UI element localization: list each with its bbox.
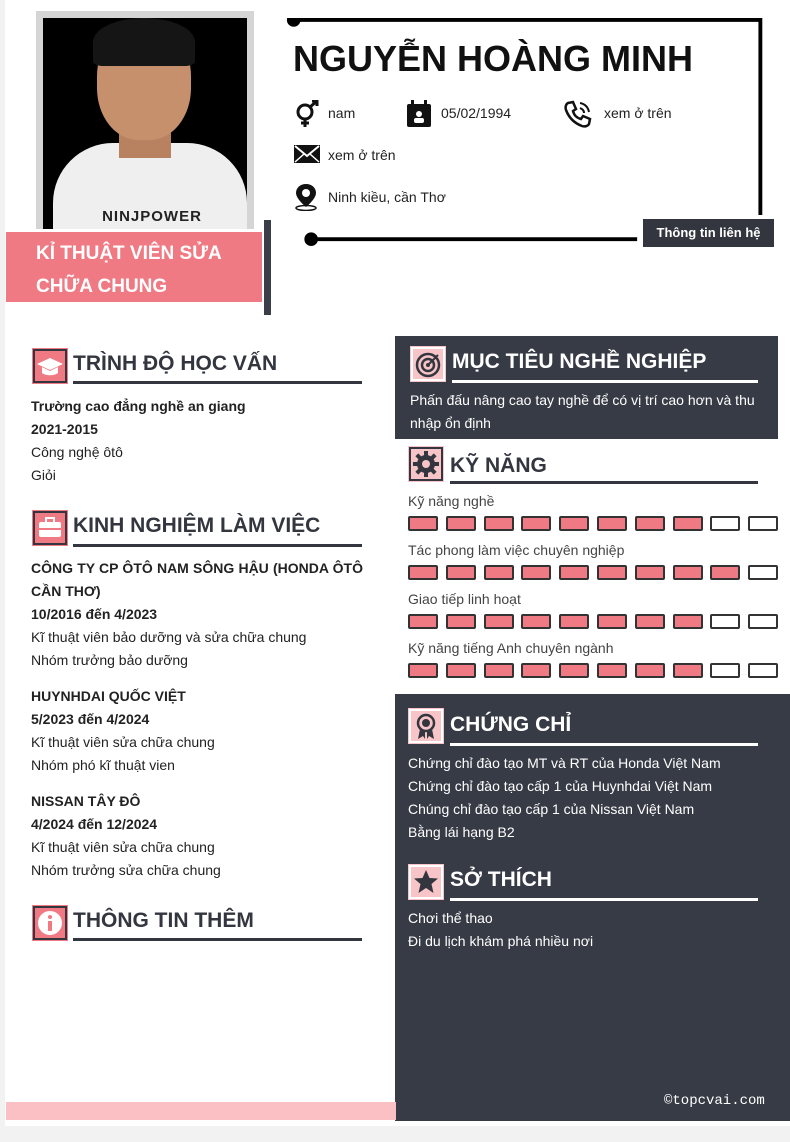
education-years: 2021-2015 (31, 421, 98, 437)
gender-icon (293, 100, 321, 128)
cv-page (5, 0, 790, 1126)
skill-level-filled (484, 663, 514, 678)
education-title: TRÌNH ĐỘ HỌC VẤN (73, 352, 278, 375)
skill-level-filled (446, 516, 476, 531)
job-title-accent-bar (264, 220, 271, 315)
watermark: ©topcvai.com (664, 1093, 765, 1109)
experience-title: KINH NGHIỆM LÀM VIỆC (73, 514, 321, 537)
hobby-item: Chơi thể thao (408, 910, 493, 926)
email-icon (293, 143, 321, 165)
skill-level-filled (559, 565, 589, 580)
hobbies-title: SỞ THÍCH (450, 868, 552, 891)
job-entry-1 (31, 557, 363, 672)
hobbies-list (408, 907, 778, 953)
skill-level-filled (710, 565, 740, 580)
skill-level-empty (710, 614, 740, 629)
skill-level-filled (484, 565, 514, 580)
skill-level-filled (521, 565, 551, 580)
skill-label: Kỹ năng nghề (408, 493, 495, 509)
skill-level-filled (446, 663, 476, 678)
skill-label: Tác phong làm việc chuyên nghiệp (408, 542, 625, 558)
skill-label: Giao tiếp linh hoạt (408, 591, 521, 607)
skill-level-filled (559, 614, 589, 629)
more-info-title: THÔNG TIN THÊM (73, 909, 254, 932)
job-role: Kĩ thuật viên sửa chữa chung (31, 734, 215, 750)
gear-icon (408, 446, 444, 482)
address-value: Ninh kiều, cần Thơ (328, 189, 446, 205)
skill-level-filled (408, 614, 438, 629)
skill-level-filled (521, 516, 551, 531)
skill-level-filled (559, 663, 589, 678)
skill-level-filled (408, 565, 438, 580)
skill-level-empty (748, 516, 778, 531)
job-entry-3 (31, 790, 363, 882)
hobby-item: Đi du lịch khám phá nhiều nơi (408, 933, 594, 949)
skill-level-filled (635, 565, 665, 580)
job-team: Nhóm trưởng sửa chữa chung (31, 862, 221, 878)
birthday-value: 05/02/1994 (441, 105, 512, 121)
skills-title: KỸ NĂNG (450, 454, 547, 477)
job-title-box (6, 232, 262, 302)
phone-icon (564, 100, 592, 128)
calendar-icon (406, 100, 432, 128)
skill-label: Kỹ năng tiếng Anh chuyên ngành (408, 640, 614, 656)
education-major: Công nghệ ôtô (31, 444, 123, 460)
skill-level-filled (446, 614, 476, 629)
location-pin-icon (293, 183, 319, 211)
skill-level-filled (521, 663, 551, 678)
certificate-item: Chúng chỉ đào tạo cấp 1 của Nissan Việt Nam (408, 801, 695, 817)
job-team: Nhóm trưởng bảo dưỡng (31, 652, 188, 668)
job-company: CÔNG TY CP ÔTÔ NAM SÔNG HẬU (HONDA ÔTÔ CẦN THƠ) (31, 560, 363, 599)
skill-level-filled (673, 614, 703, 629)
profile-photo (36, 11, 254, 229)
hobbies-divider (450, 898, 758, 901)
skill-level-filled (597, 663, 627, 678)
target-icon (410, 346, 446, 382)
job-company: HUYNHDAI QUỐC VIỆT (31, 688, 186, 704)
education-divider (73, 381, 362, 384)
skill-level-empty (748, 663, 778, 678)
skill-level-empty (710, 516, 740, 531)
phone-value: xem ở trên (604, 105, 672, 121)
job-period: 4/2024 đến 12/2024 (31, 816, 158, 832)
job-role: Kĩ thuật viên bảo dưỡng và sửa chữa chung (31, 629, 307, 645)
education-grade: Giỏi (31, 467, 56, 483)
skill-level-filled (635, 663, 665, 678)
skill-level-filled (408, 663, 438, 678)
objective-divider (452, 380, 758, 383)
job-company: NISSAN TÂY ĐÔ (31, 793, 141, 809)
certificates-divider (450, 743, 758, 746)
certificates-list (408, 752, 778, 844)
gender-value: nam (328, 105, 356, 121)
skill-level-filled (597, 516, 627, 531)
skill-level-filled (673, 565, 703, 580)
job-entry-2 (31, 685, 363, 777)
more-info-divider (73, 938, 362, 941)
skill-level-filled (446, 565, 476, 580)
certificate-ribbon-icon (408, 708, 444, 744)
skill-level-filled (673, 516, 703, 531)
star-icon (408, 864, 444, 900)
skill-level-filled (408, 516, 438, 531)
skills-divider (450, 481, 758, 484)
skill-level-filled (673, 663, 703, 678)
certificates-title: CHỨNG CHỈ (450, 713, 572, 736)
skill-level-filled (559, 516, 589, 531)
objective-title: MỤC TIÊU NGHỀ NGHIỆP (452, 350, 707, 373)
email-value: xem ở trên (328, 147, 396, 163)
photo-shirt-text: NINJPOWER (102, 208, 202, 225)
job-title: KỈ THUẬT VIÊN SỬA CHỮA CHUNG (36, 243, 222, 297)
education-school: Trường cao đẳng nghề an giang (31, 398, 246, 414)
experience-divider (73, 544, 362, 547)
job-period: 5/2023 đến 4/2024 (31, 711, 150, 727)
contact-info-tab: Thông tin liên hệ (643, 219, 774, 247)
certificate-item: Bằng lái hạng B2 (408, 824, 515, 840)
skill-level-filled (521, 614, 551, 629)
full-name: NGUYỄN HOÀNG MINH (293, 38, 694, 79)
education-content (31, 395, 366, 487)
graduation-cap-icon (32, 348, 68, 384)
briefcase-icon (32, 510, 68, 546)
job-role: Kĩ thuật viên sửa chữa chung (31, 839, 215, 855)
skill-level-filled (597, 614, 627, 629)
skill-level-filled (635, 516, 665, 531)
certificate-item: Chứng chỉ đào tạo cấp 1 của Huynhdai Việt Nam (408, 778, 713, 794)
skill-level-filled (597, 565, 627, 580)
objective-text: Phấn đấu nâng cao tay nghề để có vị trí cao hơn và thu nhập ổn định (410, 392, 755, 431)
job-team: Nhóm phó kĩ thuật vien (31, 757, 175, 773)
skill-level-filled (484, 516, 514, 531)
skill-level-empty (748, 565, 778, 580)
skill-level-empty (748, 614, 778, 629)
skill-level-empty (710, 663, 740, 678)
certificate-item: Chứng chỉ đào tạo MT và RT của Honda Việt Nam (408, 755, 721, 771)
footer-accent-bar (6, 1102, 396, 1120)
job-period: 10/2016 đến 4/2023 (31, 606, 158, 622)
skill-level-filled (484, 614, 514, 629)
skill-level-filled (635, 614, 665, 629)
info-icon (32, 905, 68, 941)
